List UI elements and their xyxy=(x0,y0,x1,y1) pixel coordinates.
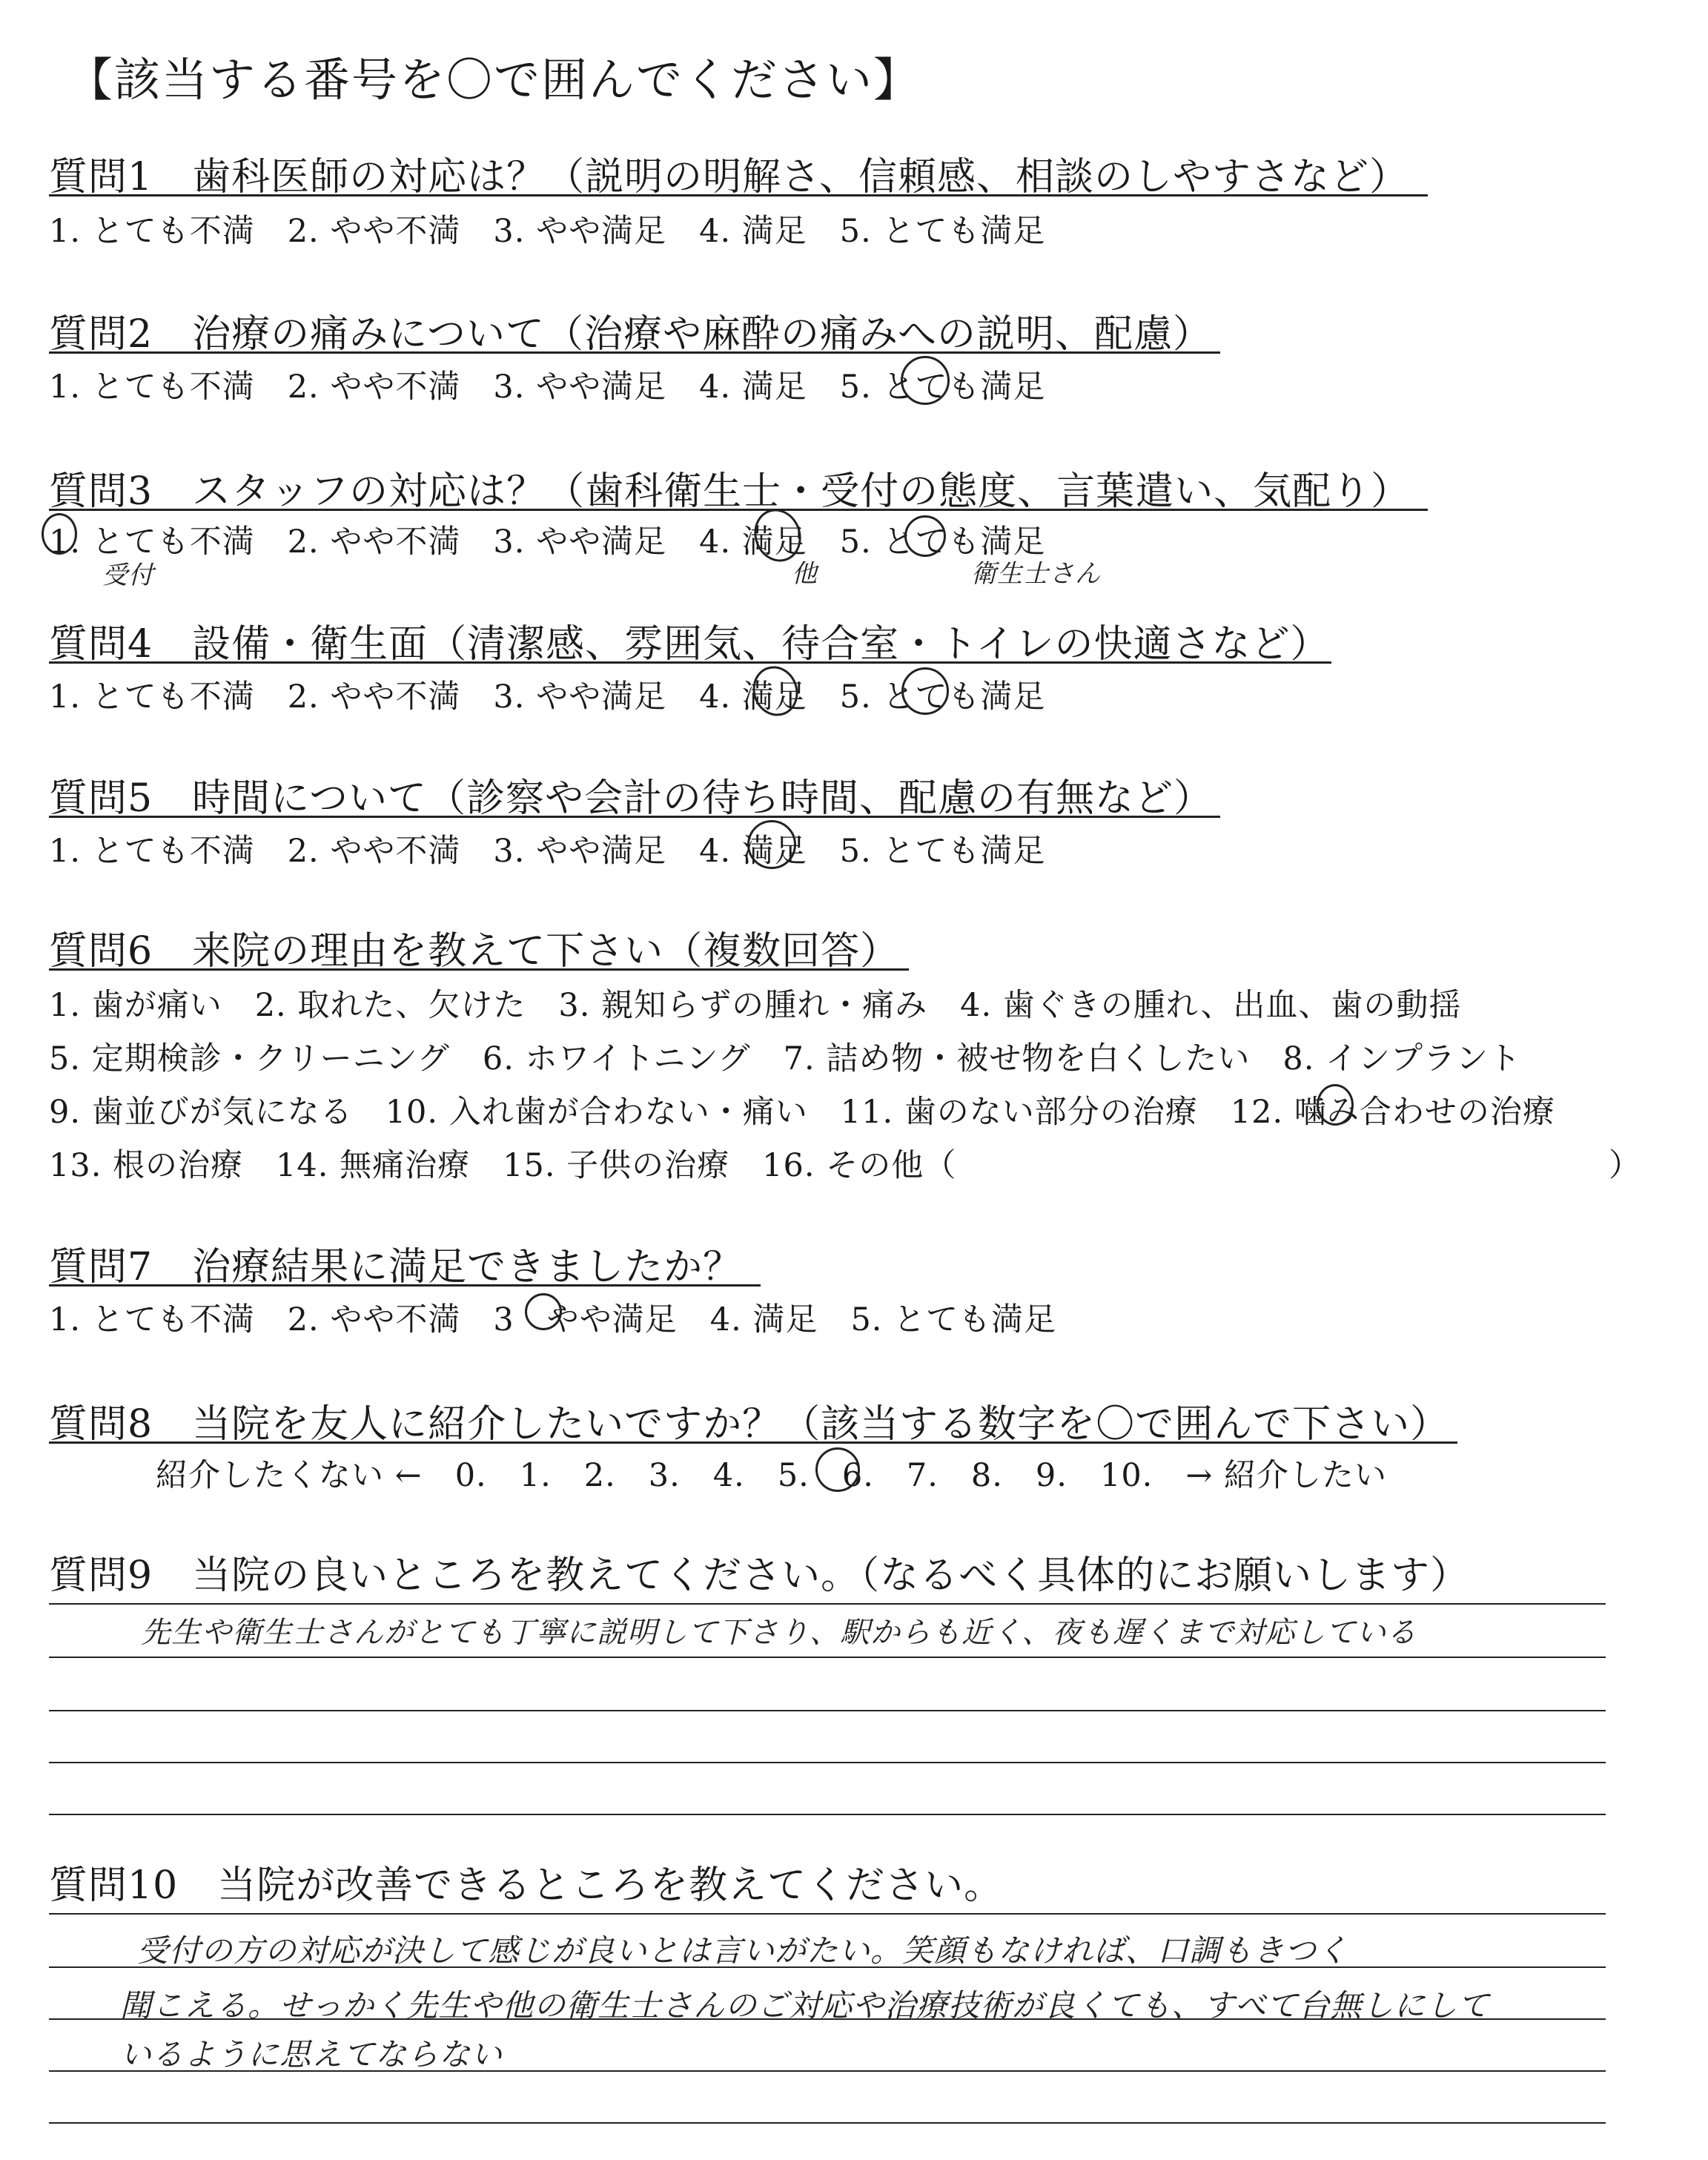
q4-title: 質問4 設備・衛生面（清潔感、雰囲気、待合室・トイレの快適さなど） xyxy=(49,622,1330,667)
q10-answer-line-3: いるように思えてならない xyxy=(120,2036,503,2073)
q9-line-2 xyxy=(49,1657,1606,1658)
q3-circle-5 xyxy=(904,515,946,557)
q6-row-3: 9. 歯並びが気になる 10. 入れ歯が合わない・痛い 11. 歯のない部分の治療 12. 噛み合わせの治療 xyxy=(49,1094,1555,1131)
q6-title: 質問6 来院の理由を教えて下さい（複数回答） xyxy=(49,929,900,974)
q8-scale: 紹介したくない ← 0. 1. 2. 3. 4. 5. 6. 7. 8. 9. 10. → 紹介したい xyxy=(156,1457,1388,1494)
q3-note-hygienist: 衛生士さん xyxy=(971,559,1101,589)
q2-underline xyxy=(49,351,1220,354)
q9-title: 質問9 当院の良いところを教えてください。（なるべく具体的にお願いします） xyxy=(49,1553,1470,1598)
q8-underline xyxy=(49,1441,1457,1444)
q8-selected-circle xyxy=(815,1447,860,1492)
q1-underline xyxy=(49,194,1428,196)
q5-options: 1. とても不満 2. やや不満 3. やや満足 4. 満足 5. とても満足 xyxy=(49,833,1046,870)
q3-note-other: 他 xyxy=(792,559,818,589)
q3-title: 質問3 スタッフの対応は？（歯科衛生士・受付の態度、言葉遣い、気配り） xyxy=(49,469,1411,514)
q6-row-4-close: ） xyxy=(1609,1147,1641,1184)
q2-selected-circle xyxy=(901,356,950,405)
q10-line-4 xyxy=(49,2070,1606,2072)
q9-line-5 xyxy=(49,1814,1606,1815)
q6-underline xyxy=(49,968,909,971)
q10-answer-line-1: 受付の方の対応が決して感じが良いとは言いがたい。笑顔もなければ、口調もきつく xyxy=(137,1932,1349,1969)
q7-title: 質問7 治療結果に満足できましたか？ xyxy=(49,1245,743,1289)
q6-row-4: 13. 根の治療 14. 無痛治療 15. 子供の治療 16. その他（ xyxy=(49,1147,957,1184)
q10-line-5 xyxy=(49,2122,1606,2124)
q10-line-1 xyxy=(49,1913,1606,1915)
q4-options: 1. とても不満 2. やや不満 3. やや満足 4. 満足 5. とても満足 xyxy=(49,678,1046,716)
q8-title: 質問8 当院を友人に紹介したいですか？（該当する数字を〇で囲んで下さい） xyxy=(49,1402,1450,1447)
q3-underline xyxy=(49,509,1428,511)
q1-title: 質問1 歯科医師の対応は？（説明の明解さ、信頼感、相談のしやすさなど） xyxy=(49,155,1409,199)
q9-line-3 xyxy=(49,1710,1606,1711)
q4-underline xyxy=(49,661,1331,664)
q3-options: 1. とても不満 2. やや不満 3. やや満足 4. 満足 5. とても満足 xyxy=(49,524,1046,561)
page-heading: 【該当する番号を〇で囲んでください】 xyxy=(67,53,921,107)
q9-answer-line-1: 先生や衛生士さんがとても丁寧に説明して下さり、駅からも近く、夜も遅くまで対応している xyxy=(141,1616,1417,1650)
q4-circle-5 xyxy=(901,667,949,715)
q2-title: 質問2 治療の痛みについて（治療や麻酔の痛みへの説明、配慮） xyxy=(49,312,1213,357)
q7-selected-circle xyxy=(525,1293,562,1330)
q6-row-1: 1. 歯が痛い 2. 取れた、欠けた 3. 親知らずの腫れ・痛み 4. 歯ぐきの腫れ、出血、歯の動揺 xyxy=(49,987,1462,1024)
q9-line-4 xyxy=(49,1762,1606,1763)
q7-options: 1. とても不満 2. やや不満 3 やや満足 4. 満足 5. とても満足 xyxy=(49,1301,1057,1338)
q10-title: 質問10 当院が改善できるところを教えてください。 xyxy=(49,1863,1004,1908)
q5-selected-circle xyxy=(747,820,796,869)
q2-options: 1. とても不満 2. やや不満 3. やや満足 4. 満足 5. とても満足 xyxy=(49,369,1046,406)
q9-line-1 xyxy=(49,1603,1606,1605)
q3-circle-1 xyxy=(42,513,77,555)
q7-underline xyxy=(49,1284,761,1287)
q5-title: 質問5 時間について（診察や会計の待ち時間、配慮の有無など） xyxy=(49,776,1214,821)
q5-underline xyxy=(49,816,1220,818)
q3-note-reception: 受付 xyxy=(102,561,154,590)
q10-answer-line-2: 聞こえる。せっかく先生や他の衛生士さんのご対応や治療技術が良くても、すべて台無しにして xyxy=(120,1987,1490,2024)
q10-line-2 xyxy=(49,1966,1606,1968)
q10-line-3 xyxy=(49,2018,1606,2020)
q1-options: 1. とても不満 2. やや不満 3. やや満足 4. 満足 5. とても満足 xyxy=(49,213,1046,250)
q6-row-2: 5. 定期検診・クリーニング 6. ホワイトニング 7. 詰め物・被せ物を白くしたい 8. インプラント xyxy=(49,1040,1522,1077)
q6-selected-circle-12 xyxy=(1317,1084,1354,1126)
